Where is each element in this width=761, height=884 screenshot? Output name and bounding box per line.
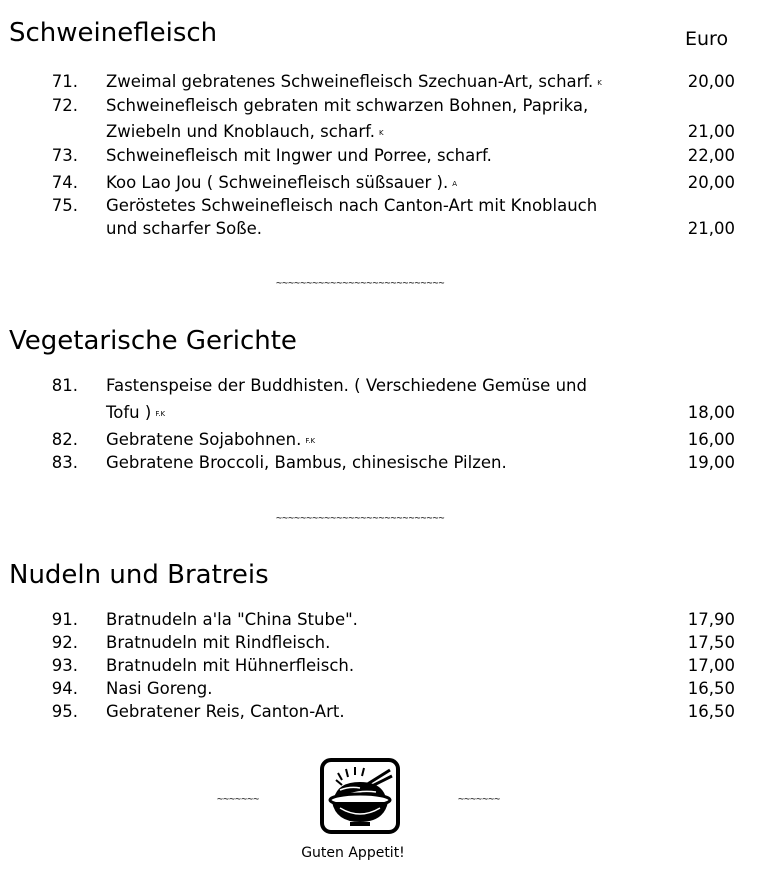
item-number: 82. <box>51 430 78 449</box>
section-title-schweinefleisch: Schweinefleisch <box>9 18 218 48</box>
item-description-continued: Tofu ) F.K <box>106 403 166 422</box>
item-price: 21,00 <box>687 219 735 238</box>
footer-text: Guten Appetit! <box>301 845 405 861</box>
section-title-vegetarisch: Vegetarische Gerichte <box>9 326 297 356</box>
item-price: 20,00 <box>687 173 735 192</box>
item-price: 20,00 <box>687 72 735 91</box>
item-number: 73. <box>51 146 78 165</box>
item-description: Gebratene Sojabohnen. F.K <box>106 430 316 449</box>
item-price: 21,00 <box>687 122 735 141</box>
section-title-nudeln: Nudeln und Bratreis <box>9 560 269 590</box>
item-description: Gebratener Reis, Canton-Art. <box>106 702 345 721</box>
rice-bowl-chopsticks-icon <box>320 758 400 834</box>
item-price: 17,00 <box>687 656 735 675</box>
item-description: Bratnudeln mit Rindfleisch. <box>106 633 331 652</box>
item-number: 91. <box>51 610 78 629</box>
item-description: Schweinefleisch gebraten mit schwarzen Bohnen, Paprika, <box>106 96 589 115</box>
allergen-tag: F.K <box>305 437 316 445</box>
allergen-tag: K <box>378 129 384 137</box>
item-number: 72. <box>51 96 78 115</box>
item-description: Schweinefleisch mit Ingwer und Porree, scharf. <box>106 146 492 165</box>
item-number: 94. <box>51 679 78 698</box>
item-number: 81. <box>51 376 78 395</box>
item-number: 83. <box>51 453 78 472</box>
allergen-tag: F.K <box>155 410 166 418</box>
item-price: 17,50 <box>687 633 735 652</box>
footer-tilde-right: ~~~~~~~ <box>458 794 501 805</box>
item-description-continued: Zwiebeln und Knoblauch, scharf. K <box>106 122 384 141</box>
item-description: Nasi Goreng. <box>106 679 213 698</box>
item-description: Geröstetes Schweinefleisch nach Canton-Art mit Knoblauch <box>106 196 598 215</box>
item-price: 19,00 <box>687 453 735 472</box>
item-description: Bratnudeln a'la "China Stube". <box>106 610 358 629</box>
footer-tilde-left: ~~~~~~~ <box>217 794 260 805</box>
section-separator: ~~~~~~~~~~~~~~~~~~~~~~~~~~~~ <box>276 278 445 289</box>
item-price: 16,50 <box>687 702 735 721</box>
item-number: 75. <box>51 196 78 215</box>
item-price: 16,00 <box>687 430 735 449</box>
allergen-tag: A <box>452 180 458 188</box>
section-separator: ~~~~~~~~~~~~~~~~~~~~~~~~~~~~ <box>276 513 445 524</box>
item-price: 16,50 <box>687 679 735 698</box>
allergen-tag: K <box>597 79 602 87</box>
item-description: Koo Lao Jou ( Schweinefleisch süßsauer ). A <box>106 173 458 192</box>
item-number: 93. <box>51 656 78 675</box>
item-number: 71. <box>51 72 78 91</box>
item-price: 22,00 <box>687 146 735 165</box>
item-number: 74. <box>51 173 78 192</box>
item-price: 17,90 <box>687 610 735 629</box>
item-description: Gebratene Broccoli, Bambus, chinesische Pilzen. <box>106 453 507 472</box>
currency-label: Euro <box>685 28 729 50</box>
item-description: Fastenspeise der Buddhisten. ( Verschiedene Gemüse und <box>106 376 587 395</box>
item-description: Zweimal gebratenes Schweinefleisch Szechuan-Art, scharf. K <box>106 72 602 91</box>
item-number: 92. <box>51 633 78 652</box>
item-price: 18,00 <box>687 403 735 422</box>
item-description: Bratnudeln mit Hühnerfleisch. <box>106 656 355 675</box>
item-number: 95. <box>51 702 78 721</box>
item-description-continued: und scharfer Soße. <box>106 219 263 238</box>
